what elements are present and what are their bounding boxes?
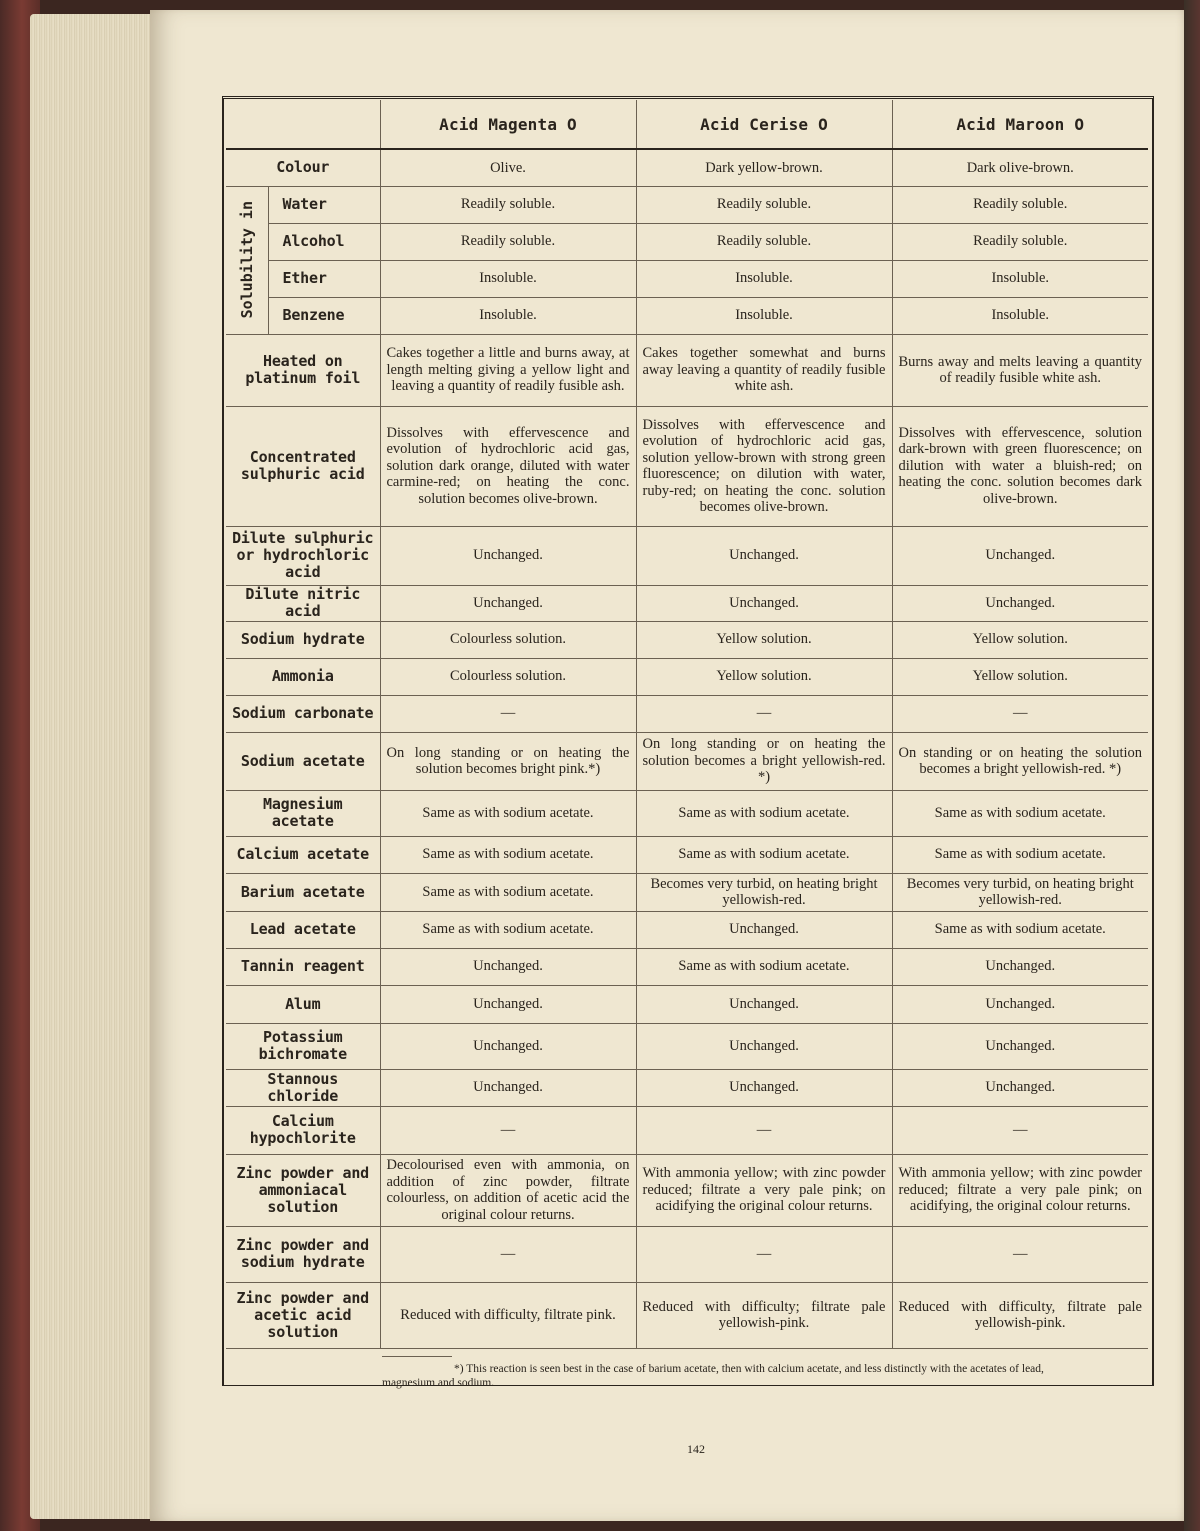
table-cell: Reduced with difficulty; filtrate pale yellowish-pink. bbox=[636, 1282, 892, 1348]
table-cell: — bbox=[636, 1226, 892, 1282]
table-cell: With ammonia yellow; with zinc powder reduced; filtrate a very pale pink; on acidifying the original colour returns. bbox=[636, 1154, 892, 1226]
table-cell: Unchanged. bbox=[636, 1023, 892, 1069]
table-cell: — bbox=[636, 1106, 892, 1154]
table-cell: Readily soluble. bbox=[892, 223, 1148, 260]
table-row bbox=[226, 297, 1148, 334]
table-cell: Dissolves with effervescence, solution dark-brown with green fluorescence; on dilution with water a bluish-red; on heating the conc. solution becomes dark olive-brown. bbox=[892, 406, 1148, 526]
table-cell: Unchanged. bbox=[636, 1069, 892, 1106]
table-cell: Insoluble. bbox=[892, 260, 1148, 297]
table-cell: Dissolves with effervescence and evolution of hydrochloric acid gas, solution dark orange, diluted with water carmine-red; on heating the conc. solution becomes olive-brown. bbox=[380, 406, 636, 526]
page-stack bbox=[30, 14, 160, 1519]
table-cell: Unchanged. bbox=[636, 985, 892, 1023]
table-cell: On standing or on heating the solution becomes a bright yellowish-red. *) bbox=[892, 732, 1148, 790]
table-cell: Burns away and melts leaving a quantity of readily fusible white ash. bbox=[892, 334, 1148, 406]
table-row bbox=[226, 621, 1148, 658]
table-cell: On long standing or on heating the solution becomes bright pink.*) bbox=[380, 732, 636, 790]
column-header: Acid Maroon O bbox=[892, 100, 1148, 149]
table-cell: — bbox=[380, 1106, 636, 1154]
table-row bbox=[226, 334, 1148, 406]
row-label: Sodium acetate bbox=[226, 732, 380, 790]
table-cell: Unchanged. bbox=[892, 526, 1148, 585]
row-label: Potassium bichromate bbox=[226, 1023, 380, 1069]
table-cell: Insoluble. bbox=[892, 297, 1148, 334]
table-cell: Unchanged. bbox=[380, 1023, 636, 1069]
table-cell: Dark olive-brown. bbox=[892, 149, 1148, 186]
table-cell: Readily soluble. bbox=[380, 186, 636, 223]
table-cell: Yellow solution. bbox=[892, 621, 1148, 658]
row-label: Dilute sulphuric or hydrochloric acid bbox=[226, 526, 380, 585]
table-cell: Reduced with difficulty, filtrate pale yellowish-pink. bbox=[892, 1282, 1148, 1348]
table-row bbox=[226, 1226, 1148, 1282]
row-label: Sodium carbonate bbox=[226, 695, 380, 732]
table-row bbox=[226, 873, 1148, 911]
table-cell: Colourless solution. bbox=[380, 658, 636, 695]
table-cell: Readily soluble. bbox=[892, 186, 1148, 223]
table-cell: Unchanged. bbox=[380, 948, 636, 985]
table-cell: Unchanged. bbox=[380, 985, 636, 1023]
table-cell: Insoluble. bbox=[636, 297, 892, 334]
row-label: Calcium hypochlorite bbox=[226, 1106, 380, 1154]
table-cell: Same as with sodium acetate. bbox=[380, 836, 636, 873]
table-cell: Becomes very turbid, on heating bright yellowish-red. bbox=[892, 873, 1148, 911]
table-cell: Unchanged. bbox=[636, 526, 892, 585]
table-cell: — bbox=[892, 1106, 1148, 1154]
table-cell: Insoluble. bbox=[380, 297, 636, 334]
corner-cell bbox=[226, 100, 380, 149]
row-label: Sodium hydrate bbox=[226, 621, 380, 658]
column-header: Acid Cerise O bbox=[636, 100, 892, 149]
table-cell: Readily soluble. bbox=[636, 186, 892, 223]
table-row bbox=[226, 1106, 1148, 1154]
row-label: Calcium acetate bbox=[226, 836, 380, 873]
table-row bbox=[226, 1023, 1148, 1069]
table-cell: Unchanged. bbox=[892, 985, 1148, 1023]
table-row bbox=[226, 223, 1148, 260]
table-cell: — bbox=[380, 1226, 636, 1282]
table-cell: Same as with sodium acetate. bbox=[380, 873, 636, 911]
row-label: Dilute nitric acid bbox=[226, 585, 380, 621]
table-row bbox=[226, 585, 1148, 621]
row-label: Zinc powder and sodium hydrate bbox=[226, 1226, 380, 1282]
table-row bbox=[226, 149, 1148, 186]
row-label: Zinc powder and ammoniacal solution bbox=[226, 1154, 380, 1226]
table-cell: — bbox=[636, 695, 892, 732]
row-label: Lead acetate bbox=[226, 911, 380, 948]
row-label: Alcohol bbox=[268, 223, 380, 260]
table-row bbox=[226, 260, 1148, 297]
table-cell: Unchanged. bbox=[636, 585, 892, 621]
table-row bbox=[226, 790, 1148, 836]
table-row bbox=[226, 1282, 1148, 1348]
solubility-group-label bbox=[226, 186, 268, 334]
row-label: Magnesium acetate bbox=[226, 790, 380, 836]
row-label: Ether bbox=[268, 260, 380, 297]
table-cell: Dissolves with effervescence and evolution of hydrochloric acid gas, solution yellow-brown with strong green fluorescence; on dilution with water, ruby-red; on heating the conc. solution becomes olive-brown. bbox=[636, 406, 892, 526]
table-row bbox=[226, 186, 1148, 223]
table-cell: Same as with sodium acetate. bbox=[636, 790, 892, 836]
book-cover-right-edge bbox=[1184, 0, 1200, 1531]
page-number: 142 bbox=[687, 1442, 705, 1456]
table-cell: Olive. bbox=[380, 149, 636, 186]
table-cell: Same as with sodium acetate. bbox=[892, 790, 1148, 836]
table-cell: Unchanged. bbox=[380, 1069, 636, 1106]
row-label: Alum bbox=[226, 985, 380, 1023]
table-row bbox=[226, 695, 1148, 732]
table-cell: Becomes very turbid, on heating bright yellowish-red. bbox=[636, 873, 892, 911]
table-row bbox=[226, 406, 1148, 526]
table-cell: — bbox=[380, 695, 636, 732]
footnote-rule bbox=[382, 1356, 452, 1357]
table-cell: Same as with sodium acetate. bbox=[380, 911, 636, 948]
table-cell: — bbox=[892, 1226, 1148, 1282]
row-label: Heated on platinum foil bbox=[226, 334, 380, 406]
table-cell: Unchanged. bbox=[636, 911, 892, 948]
row-label: Barium acetate bbox=[226, 873, 380, 911]
table-cell: Readily soluble. bbox=[380, 223, 636, 260]
table-cell: On long standing or on heating the solution becomes a bright yellowish-red. *) bbox=[636, 732, 892, 790]
table-cell: Unchanged. bbox=[892, 1069, 1148, 1106]
footnote: *) This reaction is seen best in the case of barium acetate, then with calcium acetate, and less distinctly with the acetates of lead, magnesium and sodium. bbox=[382, 1363, 1044, 1389]
table-cell: — bbox=[892, 695, 1148, 732]
table-cell: Decolourised even with ammonia, on addition of zinc powder, filtrate colourless, on addition of acetic acid the original colour returns. bbox=[380, 1154, 636, 1226]
table-cell: Same as with sodium acetate. bbox=[636, 836, 892, 873]
table-cell: Unchanged. bbox=[892, 948, 1148, 985]
reactions-table bbox=[226, 100, 1148, 1349]
table-row bbox=[226, 1154, 1148, 1226]
table-cell: Colourless solution. bbox=[380, 621, 636, 658]
table-cell: Dark yellow-brown. bbox=[636, 149, 892, 186]
row-label: Zinc powder and acetic acid solution bbox=[226, 1282, 380, 1348]
row-label: Stannous chloride bbox=[226, 1069, 380, 1106]
table-cell: Insoluble. bbox=[380, 260, 636, 297]
table-row bbox=[226, 948, 1148, 985]
row-label: Colour bbox=[226, 149, 380, 186]
table-cell: Yellow solution. bbox=[636, 621, 892, 658]
table-cell: Unchanged. bbox=[380, 526, 636, 585]
table-cell: Same as with sodium acetate. bbox=[636, 948, 892, 985]
table-cell: Insoluble. bbox=[636, 260, 892, 297]
table-cell: Same as with sodium acetate. bbox=[892, 836, 1148, 873]
table-cell: With ammonia yellow; with zinc powder reduced; filtrate a very pale pink; on acidifying, the original colour returns. bbox=[892, 1154, 1148, 1226]
table-cell: Cakes together a little and burns away, at length melting giving a yellow light and leaving a quantity of readily fusible ash. bbox=[380, 334, 636, 406]
table-row bbox=[226, 1069, 1148, 1106]
column-header: Acid Magenta O bbox=[380, 100, 636, 149]
table-row bbox=[226, 985, 1148, 1023]
table-row bbox=[226, 732, 1148, 790]
table-cell: Same as with sodium acetate. bbox=[892, 911, 1148, 948]
table-row bbox=[226, 658, 1148, 695]
row-label: Tannin reagent bbox=[226, 948, 380, 985]
row-label: Water bbox=[268, 186, 380, 223]
table-cell: Unchanged. bbox=[892, 1023, 1148, 1069]
row-label: Concentrated sulphuric acid bbox=[226, 406, 380, 526]
table-cell: Unchanged. bbox=[892, 585, 1148, 621]
row-label: Ammonia bbox=[226, 658, 380, 695]
table-row bbox=[226, 526, 1148, 585]
table-cell: Yellow solution. bbox=[636, 658, 892, 695]
table-cell: Cakes together somewhat and burns away leaving a quantity of readily fusible white ash. bbox=[636, 334, 892, 406]
table-cell: Readily soluble. bbox=[636, 223, 892, 260]
table-cell: Yellow solution. bbox=[892, 658, 1148, 695]
table-row bbox=[226, 836, 1148, 873]
header-row bbox=[226, 100, 1148, 149]
solubility-label-text: Solubility in bbox=[237, 201, 256, 319]
table-cell: Unchanged. bbox=[380, 585, 636, 621]
table-cell: Same as with sodium acetate. bbox=[380, 790, 636, 836]
table-cell: Reduced with difficulty, filtrate pink. bbox=[380, 1282, 636, 1348]
table-row bbox=[226, 911, 1148, 948]
row-label: Benzene bbox=[268, 297, 380, 334]
